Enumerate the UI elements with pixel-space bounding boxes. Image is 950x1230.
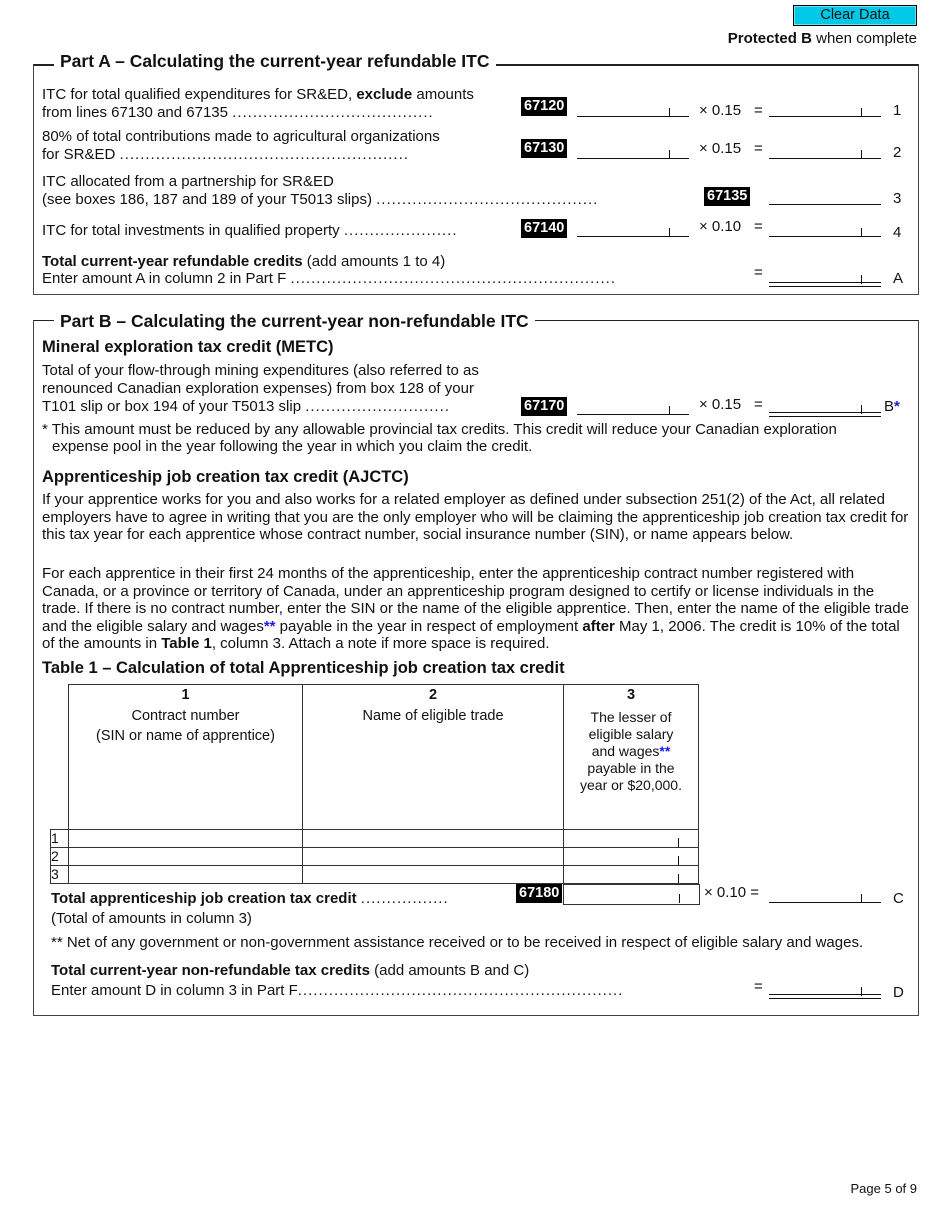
lineD-eq: = (754, 978, 763, 995)
code-67140: 67140 (521, 219, 567, 238)
lineA-eq: = (754, 264, 763, 281)
table1-row1-trade[interactable] (303, 830, 564, 848)
ajctc-total-letter: C (893, 890, 904, 907)
metc-input-tick (669, 406, 670, 415)
line1-text: ITC for total qualified expenditures for SR&ED, exclude amounts (42, 86, 474, 103)
code-67130: 67130 (521, 139, 567, 158)
table1-row2-contract[interactable] (69, 848, 303, 866)
line4-number: 4 (893, 224, 902, 241)
table1-row-number: 1 (51, 830, 69, 848)
line2-text2: for SR&ED ........................................................ (42, 146, 409, 163)
line1-input[interactable] (577, 116, 689, 117)
line2-rate: × 0.15 (699, 140, 742, 157)
ajctc-note2: ** Net of any government or non-government assistance received or to be received in respect of eligible salary and wages. (51, 934, 864, 951)
table1-row2-trade[interactable] (303, 848, 564, 866)
line4-rate: × 0.10 (699, 218, 742, 235)
line3-text: ITC allocated from a partnership for SR&ED (42, 173, 334, 190)
line1-result-tick (861, 108, 862, 117)
table1-col3-header: 3 The lesser of eligible salary and wages** payable in the year or $20,000. (564, 685, 699, 830)
table1-row1-amount[interactable] (564, 830, 699, 848)
line2-input[interactable] (577, 158, 689, 159)
metc-note2: expense pool in the year following the year in which you claim the credit. (52, 438, 533, 455)
line4-input-tick (669, 228, 670, 237)
table1-row-number: 2 (51, 848, 69, 866)
metc-rate: × 0.15 (699, 396, 742, 413)
protected-suffix: when complete (811, 30, 917, 47)
line2-eq: = (754, 140, 763, 157)
metc-text3: T101 slip or box 194 of your T5013 slip ............................ (42, 398, 450, 415)
code-67170: 67170 (521, 397, 567, 416)
table1-row3-amount[interactable] (564, 866, 699, 884)
line1-result[interactable] (769, 116, 881, 117)
code-67135: 67135 (704, 187, 750, 206)
line4-eq: = (754, 218, 763, 235)
line2-result[interactable] (769, 158, 881, 159)
lineD-letter: D (893, 984, 904, 1001)
lineA-letter: A (893, 270, 904, 287)
part-a-title: Part A – Calculating the current-year refundable ITC (54, 51, 496, 72)
ajctc-total-result[interactable] (769, 902, 881, 903)
lineA-text2: Enter amount A in column 2 in Part F ............................................................... (42, 270, 617, 287)
ajctc-heading: Apprenticeship job creation tax credit (AJCTC) (42, 468, 409, 486)
metc-eq: = (754, 396, 763, 413)
lineD-result[interactable] (769, 994, 881, 999)
table1-row1-contract[interactable] (69, 830, 303, 848)
table1 (50, 684, 699, 884)
page-number: Page 5 of 9 (850, 1181, 917, 1196)
ajctc-para1: If your apprentice works for you and also works for a related employer as defined under subsection 251(2) of the Act, all related employers have to agree in writing that you are the only employer who will be claiming the apprenticeship job creation tax credit for this tax year for each apprentice whose contract number, social insurance number (SIN), or name appears below. (42, 491, 909, 543)
line4-input[interactable] (577, 236, 689, 237)
code-67180: 67180 (516, 884, 562, 903)
code-67120: 67120 (521, 97, 567, 116)
metc-text1: Total of your flow-through mining expenditures (also referred to as (42, 362, 479, 379)
ajctc-total-result-tick (861, 894, 862, 903)
clear-data-button[interactable]: Clear Data (793, 5, 917, 26)
line4-result[interactable] (769, 236, 881, 237)
metc-letter: B* (884, 398, 900, 415)
line2-result-tick (861, 150, 862, 159)
line1-rate: × 0.15 (699, 102, 742, 119)
ajctc-total-sub: (Total of amounts in column 3) (51, 910, 252, 927)
metc-input[interactable] (577, 414, 689, 415)
line2-number: 2 (893, 144, 902, 161)
ajctc-total-rate: × 0.10 = (704, 884, 760, 901)
metc-note1: * This amount must be reduced by any allowable provincial tax credits. This credit will reduce your Canadian exploration (42, 421, 837, 438)
table1-spacer (51, 685, 69, 830)
ajctc-para2: For each apprentice in their first 24 months of the apprenticeship, enter the apprenticeship contract number registered with Canada, or a province or territory of Canada, under an apprenticeship program designed to certify or license individuals in the trade. If there is no contract number, enter the SIN or the name of the eligible apprentice. Then, enter the name of the eligible trade and the eligible salary and wages** payable in the year in respect of employment after May 1, 2006. The credit is 10% of the total of the amounts in Table 1, column 3. Attach a note if more space is required. (42, 565, 909, 652)
ajctc-total-input[interactable] (563, 884, 700, 905)
line1-input-tick (669, 108, 670, 117)
table1-row-number: 3 (51, 866, 69, 884)
line3-text2: (see boxes 186, 187 and 189 of your T5013 slips) ........................................... (42, 191, 599, 208)
part-b-title: Part B – Calculating the current-year non-refundable ITC (54, 311, 535, 332)
protected-b-notice (728, 30, 917, 47)
lineD-text2: Enter amount D in column 3 in Part F............................................................... (51, 982, 624, 999)
line1-eq: = (754, 102, 763, 119)
table1-col2-header: 2 Name of eligible trade (303, 685, 564, 830)
metc-result-tick (861, 405, 862, 414)
protected-label: Protected B (727, 30, 812, 47)
table1-row3-contract[interactable] (69, 866, 303, 884)
table1-row3-trade[interactable] (303, 866, 564, 884)
line3-input[interactable] (769, 204, 881, 205)
line1-number: 1 (893, 102, 902, 119)
lineD-text: Total current-year non-refundable tax credits (add amounts B and C) (51, 962, 530, 979)
lineA-result-tick (861, 275, 862, 284)
lineD-result-tick (861, 987, 862, 996)
metc-result[interactable] (769, 412, 881, 417)
lineA-result[interactable] (769, 282, 881, 287)
ajctc-total-text: Total apprenticeship job creation tax credit ................. (51, 890, 449, 907)
table1-heading: Table 1 – Calculation of total Apprenticeship job creation tax credit (42, 659, 565, 677)
line2-input-tick (669, 150, 670, 159)
line4-text: ITC for total investments in qualified property ...................... (42, 222, 458, 239)
metc-text2: renounced Canadian exploration expenses) from box 128 of your (42, 380, 474, 397)
line3-number: 3 (893, 190, 902, 207)
table1-row2-amount[interactable] (564, 848, 699, 866)
line2-text: 80% of total contributions made to agricultural organizations (42, 128, 440, 145)
table1-col1-header: 1 Contract number (SIN or name of apprentice) (69, 685, 303, 830)
lineA-text: Total current-year refundable credits (add amounts 1 to 4) (42, 253, 446, 270)
line1-text2: from lines 67130 and 67135 ....................................... (42, 104, 434, 121)
line4-result-tick (861, 228, 862, 237)
metc-heading: Mineral exploration tax credit (METC) (42, 338, 334, 356)
